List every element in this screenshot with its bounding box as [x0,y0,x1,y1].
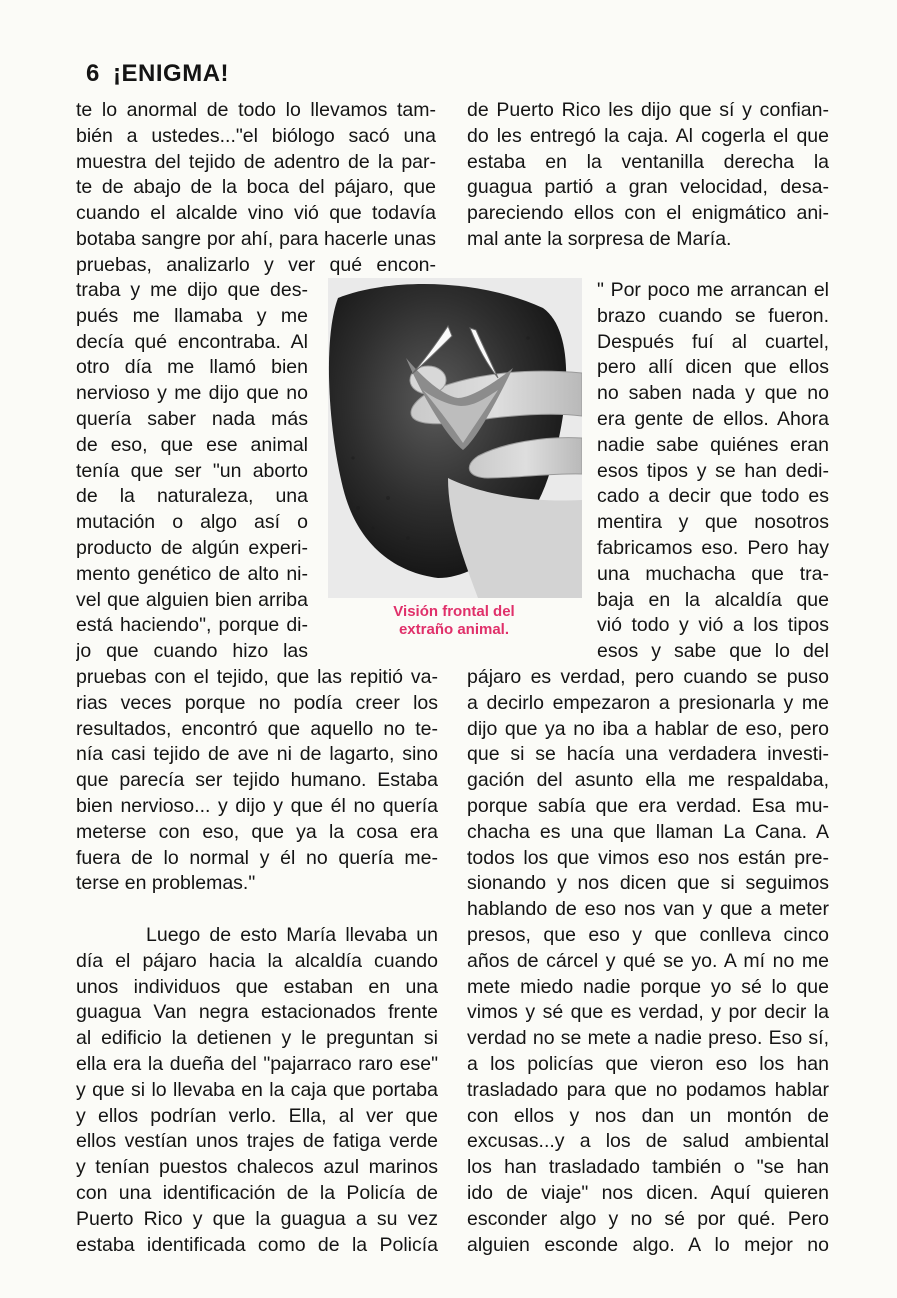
photo-caption [336,603,572,639]
text-line: era gente de ellos. Ahora [597,407,829,430]
text-line: fabricamos eso. Pero hay [597,536,829,559]
section-title: ¡ENIGMA! [113,60,230,87]
text-line: do les entregó la caja. Al cogerla el que [467,124,829,147]
text-line: no saben nada y que no [597,382,829,405]
text-line: otro día me llamó bien [76,356,308,379]
text-line: mutación o algo así o [76,511,308,534]
caption-line: extraño animal. [398,621,510,638]
text-line: y tenían puestos chalecos azul marinos [76,1156,438,1179]
text-line: de la naturaleza, una [76,485,308,508]
text-line: pués me llamaba y me [76,304,308,327]
text-line: una muchacha que tra- [597,562,829,585]
text-line: resultados, encontró que aquello no te- [76,717,438,740]
text-line: fuera de lo normal y él no quería me- [76,846,438,869]
text-line: muestra del tejido de adentro de la par- [76,150,436,173]
right-column-top [467,98,829,253]
text-line: presos, que eso y que conlleva cinco [467,923,829,946]
text-line: dijo que ya no iba a hablar de eso, pero [467,717,829,740]
text-line: Puerto Rico y que la guagua a su vez [76,1207,438,1230]
text-line: esconder algo y no sé por qué. Pero [467,1207,829,1230]
text-line: Luego de esto María llevaba un [146,923,438,946]
text-line: cado a decir que todo es [597,485,829,508]
text-line: decía qué encontraba. Al [76,330,308,353]
text-line: sionando y nos dicen que si seguimos [467,872,829,895]
text-line: unos individuos que estaban en una [76,975,438,998]
text-line: porque sabía que era verdad. Esa mu- [467,794,829,817]
text-line: día el pájaro hacia la alcaldía cuando [76,949,438,972]
text-line: vimos y sé que es verdad, y por decir la [467,1001,829,1024]
left-column-bottom [76,665,438,1258]
left-column-top [76,98,436,279]
page-number: 6 [86,60,100,87]
creature-photo [328,278,582,598]
text-line: pareciendo ellos con el enigmático ani- [467,202,829,225]
text-line: traba y me dijo que des- [76,279,308,301]
text-line: tenía que ser "un aborto [76,459,308,482]
text-line: producto de algún experi- [76,536,308,559]
text-line: con ellos y nos dan un montón de [467,1104,829,1127]
text-line: te lo anormal de todo lo llevamos tam- [76,99,436,121]
text-line: te de abajo de la boca del pájaro, que [76,176,436,199]
caption-line: Visión frontal del [393,603,515,620]
text-line: rias veces porque no podía creer los [76,691,438,714]
text-line: quería saber nada más [76,407,308,430]
text-line: que parecía ser tejido humano. Estaba [76,769,438,792]
text-line: excusas...y a los de salud ambiental [467,1130,829,1153]
creature-photo-illustration [328,278,582,598]
text-line: pero allí dicen que ellos [597,356,829,379]
text-line: los han trasladado también o "se han [467,1156,829,1179]
text-line: vel que alguien bien arriba [76,588,308,611]
text-line: todos los que vimos eso nos están pre- [467,846,829,869]
text-line: Después fuí al cuartel, [597,330,829,353]
text-line: guagua Van negra estacionados frente [76,1001,438,1024]
text-line: con una identificación de la Policía de [76,1181,438,1204]
text-line: ido de viaje" nos dicen. Aquí quieren [467,1181,829,1204]
text-line: bién a ustedes..."el biólogo sacó una [76,124,436,147]
text-line: meterse con eso, que ya la cosa era [76,820,438,843]
text-line: alguien esconde algo. A lo mejor no [467,1233,829,1256]
text-line: de Puerto Rico les dijo que sí y confian- [467,99,829,121]
text-line: brazo cuando se fueron. [597,304,829,327]
text-line: vió todo y vió a los tipos [597,614,829,637]
text-line: a decirlo empezaron a presionarla y me [467,691,829,714]
text-line: al edificio la detienen y le preguntan si [76,1027,438,1050]
text-line: baja en la alcaldía que [597,588,829,611]
text-line: pruebas con el tejido, que las repitió va- [76,666,438,688]
text-line: trasladado para que no podamos hablar [467,1078,829,1101]
text-line: a los policías que vieron eso los han [467,1052,829,1075]
text-line: pruebas, analizarlo y ver qué encon- [76,253,436,276]
text-line: ellos vestían unos trajes de fatiga verde [76,1130,438,1153]
text-line: verdad no se mete a nadie preso. Eso sí, [467,1027,829,1050]
text-line: pájaro es verdad, pero cuando se puso [467,666,829,688]
text-line: y que si lo llevaba en la caja que portaba [76,1078,438,1101]
text-line: estaba en la ventanilla derecha la [467,150,829,173]
text-line: nía casi tejido de ave ni de lagarto, sino [76,743,438,766]
text-line: esos tipos y se han dedi- [597,459,829,482]
text-line: cuando el alcalde vino vió que todavía [76,202,436,225]
text-line: mete miedo nadie porque yo sé lo que [467,975,829,998]
text-line: gación del asunto ella me respaldaba, [467,769,829,792]
text-line: guagua partió a gran velocidad, desa- [467,176,829,199]
text-line: de eso, que ese animal [76,433,308,456]
text-line: hablando de eso nos van y que a meter [467,898,829,921]
text-line: chacha es una que llaman La Cana. A [467,820,829,843]
left-column-wrap [76,278,308,665]
text-line: estaba identificada como de la Policía [76,1233,438,1256]
text-line: nervioso y me dijo que no [76,382,308,405]
text-line: mentira y que nosotros [597,511,829,534]
text-line: ella era la dueña del "pajarraco raro ese" [76,1052,438,1075]
text-line: nadie sabe quiénes eran [597,433,829,456]
text-line: que si se hacía una verdadera investi- [467,743,829,766]
text-line: terse en problemas." [76,872,256,895]
text-line: años de cárcel y qué se yo. A mí no me [467,949,829,972]
text-line: botaba sangre por ahí, para hacerle unas [76,227,436,250]
text-line: mento genético de alto ni- [76,562,308,585]
text-line: y ellos podrían verlo. Ella, al ver que [76,1104,438,1127]
page-header [86,60,229,88]
text-line: " Por poco me arrancan el [597,279,829,301]
text-line: jo que cuando hizo las [76,640,308,663]
text-line: está haciendo", porque di- [76,614,308,637]
right-column-wrap [597,278,829,665]
text-line: esos y sabe que lo del [597,640,829,663]
text-line: mal ante la sorpresa de María. [467,227,732,250]
text-line: bien nervioso... y dijo y que él no quería [76,794,438,817]
right-column-bottom [467,665,829,1258]
